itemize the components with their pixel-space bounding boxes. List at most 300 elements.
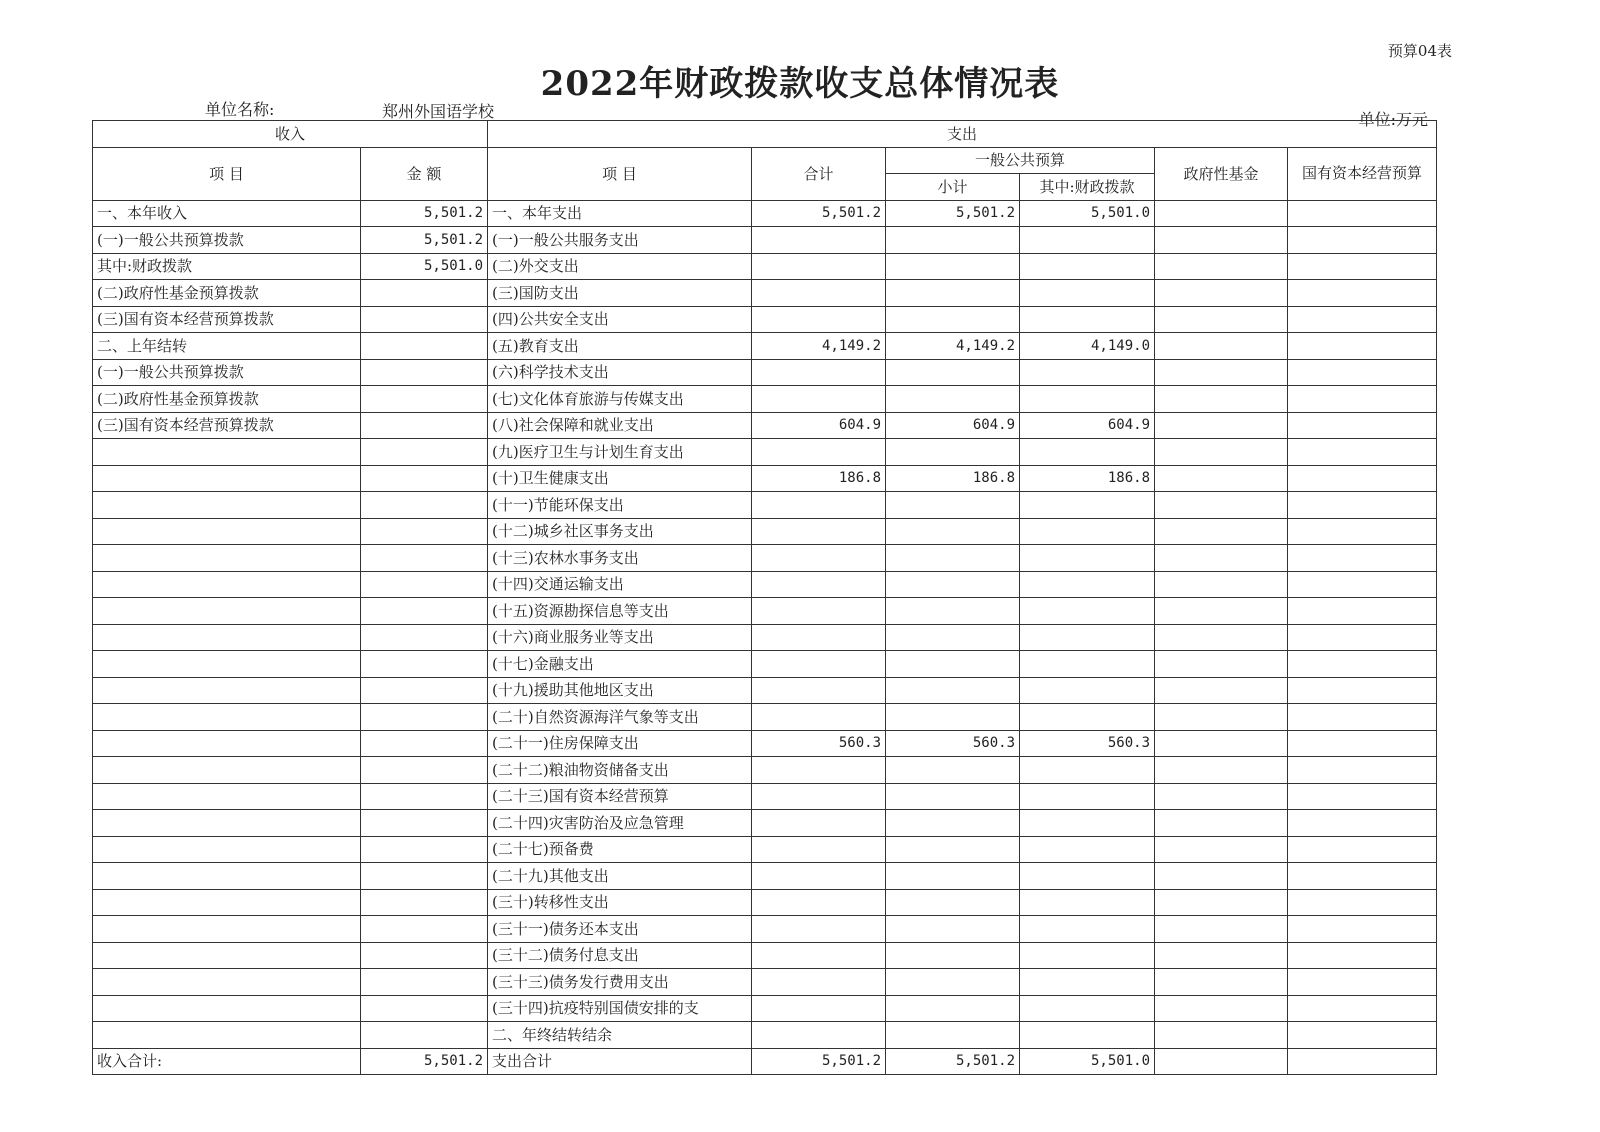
income-item-cell bbox=[93, 1022, 361, 1049]
table-row bbox=[93, 227, 1437, 254]
subtotal-cell bbox=[886, 598, 1020, 625]
income-item-cell: (三)国有资本经营预算拨款 bbox=[93, 306, 361, 333]
income-item-cell bbox=[93, 571, 361, 598]
fiscal-cell: 5,501.0 bbox=[1020, 200, 1155, 227]
table-row bbox=[93, 598, 1437, 625]
income-item-cell: (二)政府性基金预算拨款 bbox=[93, 386, 361, 413]
income-amount-cell bbox=[361, 624, 488, 651]
income-amount-cell bbox=[361, 492, 488, 519]
income-amount-cell bbox=[361, 412, 488, 439]
gov-fund-cell bbox=[1155, 465, 1288, 492]
income-amount-cell: 5,501.2 bbox=[361, 227, 488, 254]
expense-item-cell: (三十四)抗疫特别国债安排的支 bbox=[488, 995, 752, 1022]
state-capital-cell bbox=[1288, 227, 1437, 254]
gov-fund-cell bbox=[1155, 651, 1288, 678]
subtotal-cell bbox=[886, 359, 1020, 386]
state-capital-cell bbox=[1288, 730, 1437, 757]
total-header: 合计 bbox=[752, 147, 886, 200]
table-row bbox=[93, 518, 1437, 545]
total-cell: 604.9 bbox=[752, 412, 886, 439]
page-title: 2022年财政拨款收支总体情况表 bbox=[540, 64, 1060, 104]
total-cell bbox=[752, 704, 886, 731]
state-capital-cell bbox=[1288, 200, 1437, 227]
expense-item-cell: (十一)节能环保支出 bbox=[488, 492, 752, 519]
unit-label: 单位名称: bbox=[205, 100, 275, 119]
income-amount-cell bbox=[361, 306, 488, 333]
income-total-amount: 5,501.2 bbox=[361, 1048, 488, 1075]
gov-fund-cell bbox=[1155, 1022, 1288, 1049]
fiscal-cell bbox=[1020, 359, 1155, 386]
gov-fund-cell bbox=[1155, 545, 1288, 572]
income-item-cell bbox=[93, 969, 361, 996]
state-capital-cell bbox=[1288, 810, 1437, 837]
fiscal-cell bbox=[1020, 783, 1155, 810]
expense-item-cell: (二十三)国有资本经营预算 bbox=[488, 783, 752, 810]
expense-total-label: 支出合计 bbox=[488, 1048, 752, 1075]
expense-item-cell: (十四)交通运输支出 bbox=[488, 571, 752, 598]
total-cell bbox=[752, 545, 886, 572]
state-capital-cell bbox=[1288, 359, 1437, 386]
state-capital-cell bbox=[1288, 651, 1437, 678]
state-capital-cell bbox=[1288, 1022, 1437, 1049]
fiscal-cell: 604.9 bbox=[1020, 412, 1155, 439]
state-capital-cell bbox=[1288, 995, 1437, 1022]
income-amount-cell bbox=[361, 439, 488, 466]
total-sum: 5,501.2 bbox=[752, 1048, 886, 1075]
fiscal-cell bbox=[1020, 386, 1155, 413]
table-row bbox=[93, 200, 1437, 227]
income-item-cell bbox=[93, 836, 361, 863]
state-capital-cell bbox=[1288, 836, 1437, 863]
state-capital-cell bbox=[1288, 704, 1437, 731]
income-item-cell bbox=[93, 942, 361, 969]
table-row bbox=[93, 465, 1437, 492]
table-row bbox=[93, 306, 1437, 333]
expense-item-cell: (五)教育支出 bbox=[488, 333, 752, 360]
fiscal-cell bbox=[1020, 810, 1155, 837]
income-item-cell bbox=[93, 624, 361, 651]
total-cell bbox=[752, 492, 886, 519]
expense-item-cell: (二十)自然资源海洋气象等支出 bbox=[488, 704, 752, 731]
table-row bbox=[93, 492, 1437, 519]
table-row bbox=[93, 333, 1437, 360]
income-amount-cell bbox=[361, 333, 488, 360]
fiscal-cell bbox=[1020, 253, 1155, 280]
gov-fund-cell bbox=[1155, 518, 1288, 545]
total-cell: 560.3 bbox=[752, 730, 886, 757]
state-capital-cell bbox=[1288, 439, 1437, 466]
income-item-cell: (二)政府性基金预算拨款 bbox=[93, 280, 361, 307]
fiscal-cell bbox=[1020, 836, 1155, 863]
state-capital-cell bbox=[1288, 624, 1437, 651]
subtotal-cell: 4,149.2 bbox=[886, 333, 1020, 360]
fiscal-cell: 4,149.0 bbox=[1020, 333, 1155, 360]
gov-fund-cell bbox=[1155, 624, 1288, 651]
gov-fund-cell bbox=[1155, 783, 1288, 810]
total-cell bbox=[752, 836, 886, 863]
state-capital-cell bbox=[1288, 571, 1437, 598]
subtotal-sum: 5,501.2 bbox=[886, 1048, 1020, 1075]
expense-item-cell: (二十二)粮油物资储备支出 bbox=[488, 757, 752, 784]
total-cell bbox=[752, 783, 886, 810]
expense-item-cell: (九)医疗卫生与计划生育支出 bbox=[488, 439, 752, 466]
table-row bbox=[93, 624, 1437, 651]
expense-item-cell: (三)国防支出 bbox=[488, 280, 752, 307]
income-amount-cell bbox=[361, 995, 488, 1022]
gov-fund-header: 政府性基金 bbox=[1155, 147, 1288, 200]
gov-fund-cell bbox=[1155, 598, 1288, 625]
gov-fund-cell bbox=[1155, 889, 1288, 916]
table-row bbox=[93, 545, 1437, 572]
fiscal-cell: 560.3 bbox=[1020, 730, 1155, 757]
subtotal-cell bbox=[886, 969, 1020, 996]
income-item-cell bbox=[93, 704, 361, 731]
state-capital-cell bbox=[1288, 465, 1437, 492]
state-capital-cell bbox=[1288, 518, 1437, 545]
state-capital-cell bbox=[1288, 333, 1437, 360]
income-item-cell: 二、上年结转 bbox=[93, 333, 361, 360]
income-amount-cell bbox=[361, 730, 488, 757]
expense-item-cell: (十三)农林水事务支出 bbox=[488, 545, 752, 572]
income-item-cell bbox=[93, 651, 361, 678]
expense-item-cell: (二十七)预备费 bbox=[488, 836, 752, 863]
gov-fund-cell bbox=[1155, 836, 1288, 863]
fiscal-cell bbox=[1020, 916, 1155, 943]
income-amount-cell bbox=[361, 571, 488, 598]
table-row bbox=[93, 571, 1437, 598]
income-amount-cell bbox=[361, 836, 488, 863]
totals-row bbox=[93, 1048, 1437, 1075]
income-amount-cell bbox=[361, 1022, 488, 1049]
fiscal-cell bbox=[1020, 439, 1155, 466]
fiscal-cell bbox=[1020, 969, 1155, 996]
total-cell bbox=[752, 651, 886, 678]
income-amount-cell bbox=[361, 757, 488, 784]
state-capital-cell bbox=[1288, 306, 1437, 333]
income-amount-cell bbox=[361, 704, 488, 731]
total-cell bbox=[752, 253, 886, 280]
total-cell bbox=[752, 306, 886, 333]
state-capital-cell bbox=[1288, 545, 1437, 572]
expense-item-cell: (三十)转移性支出 bbox=[488, 889, 752, 916]
income-item-cell bbox=[93, 439, 361, 466]
gov-fund-cell bbox=[1155, 280, 1288, 307]
fiscal-cell bbox=[1020, 571, 1155, 598]
gov-fund-cell bbox=[1155, 704, 1288, 731]
income-amount-cell bbox=[361, 598, 488, 625]
table-row bbox=[93, 783, 1437, 810]
total-cell bbox=[752, 624, 886, 651]
fiscal-cell bbox=[1020, 545, 1155, 572]
fiscal-cell bbox=[1020, 704, 1155, 731]
fiscal-cell bbox=[1020, 995, 1155, 1022]
income-item-cell bbox=[93, 889, 361, 916]
income-header: 收入 bbox=[93, 121, 488, 148]
income-item-cell bbox=[93, 783, 361, 810]
total-cell bbox=[752, 863, 886, 890]
subtotal-cell bbox=[886, 518, 1020, 545]
income-item-cell bbox=[93, 492, 361, 519]
total-cell bbox=[752, 995, 886, 1022]
expense-item-cell: (二十一)住房保障支出 bbox=[488, 730, 752, 757]
total-cell bbox=[752, 757, 886, 784]
gov-fund-cell bbox=[1155, 200, 1288, 227]
expense-item-cell: (十七)金融支出 bbox=[488, 651, 752, 678]
currency-unit: 单位:万元 bbox=[1358, 110, 1428, 129]
gov-fund-cell bbox=[1155, 863, 1288, 890]
subtotal-cell: 604.9 bbox=[886, 412, 1020, 439]
subtotal-cell bbox=[886, 439, 1020, 466]
total-cell bbox=[752, 571, 886, 598]
table-row bbox=[93, 995, 1437, 1022]
table-row bbox=[93, 889, 1437, 916]
table-row bbox=[93, 730, 1437, 757]
state-capital-cell bbox=[1288, 889, 1437, 916]
total-cell bbox=[752, 677, 886, 704]
fiscal-header: 其中:财政拨款 bbox=[1020, 174, 1155, 201]
table-row bbox=[93, 280, 1437, 307]
fiscal-cell bbox=[1020, 889, 1155, 916]
expense-item-cell: (七)文化体育旅游与传媒支出 bbox=[488, 386, 752, 413]
expense-item-cell: (十六)商业服务业等支出 bbox=[488, 624, 752, 651]
expense-item-cell: (二十九)其他支出 bbox=[488, 863, 752, 890]
total-cell bbox=[752, 889, 886, 916]
state-capital-cell bbox=[1288, 412, 1437, 439]
state-capital-cell bbox=[1288, 280, 1437, 307]
table-row bbox=[93, 942, 1437, 969]
table-row bbox=[93, 916, 1437, 943]
state-capital-cell bbox=[1288, 916, 1437, 943]
income-amount-cell bbox=[361, 810, 488, 837]
state-capital-cell bbox=[1288, 492, 1437, 519]
state-capital-cell bbox=[1288, 757, 1437, 784]
expense-item-cell: 二、年终结转结余 bbox=[488, 1022, 752, 1049]
fiscal-cell bbox=[1020, 598, 1155, 625]
income-item-cell: (一)一般公共预算拨款 bbox=[93, 227, 361, 254]
income-amount-cell bbox=[361, 651, 488, 678]
income-item-cell: (一)一般公共预算拨款 bbox=[93, 359, 361, 386]
gov-fund-cell bbox=[1155, 810, 1288, 837]
expense-item-cell: (三十一)债务还本支出 bbox=[488, 916, 752, 943]
total-cell bbox=[752, 598, 886, 625]
income-item-cell: 一、本年收入 bbox=[93, 200, 361, 227]
income-amount-cell bbox=[361, 359, 488, 386]
income-item-cell bbox=[93, 677, 361, 704]
fiscal-cell bbox=[1020, 518, 1155, 545]
gov-fund-cell bbox=[1155, 492, 1288, 519]
expense-item-cell: (二十四)灾害防治及应急管理 bbox=[488, 810, 752, 837]
subtotal-cell bbox=[886, 995, 1020, 1022]
subtotal-cell bbox=[886, 942, 1020, 969]
expense-item-cell: (十二)城乡社区事务支出 bbox=[488, 518, 752, 545]
table-row bbox=[93, 439, 1437, 466]
gov-fund-cell bbox=[1155, 730, 1288, 757]
subtotal-cell bbox=[886, 492, 1020, 519]
table-row bbox=[93, 757, 1437, 784]
total-cell: 5,501.2 bbox=[752, 200, 886, 227]
general-budget-header: 一般公共预算 bbox=[886, 147, 1155, 174]
subtotal-cell bbox=[886, 889, 1020, 916]
income-amount-cell bbox=[361, 386, 488, 413]
subtotal-cell bbox=[886, 836, 1020, 863]
fiscal-cell: 186.8 bbox=[1020, 465, 1155, 492]
income-amount-cell: 5,501.2 bbox=[361, 200, 488, 227]
fiscal-cell bbox=[1020, 1022, 1155, 1049]
expense-item-cell: 一、本年支出 bbox=[488, 200, 752, 227]
total-cell bbox=[752, 227, 886, 254]
income-item-cell bbox=[93, 757, 361, 784]
subtotal-cell bbox=[886, 306, 1020, 333]
income-amount-cell bbox=[361, 863, 488, 890]
gov-fund-cell bbox=[1155, 995, 1288, 1022]
income-amount-cell bbox=[361, 465, 488, 492]
expense-item-cell: (四)公共安全支出 bbox=[488, 306, 752, 333]
unit-name: 郑州外国语学校 bbox=[382, 102, 495, 121]
fiscal-cell bbox=[1020, 677, 1155, 704]
gov-fund-cell bbox=[1155, 969, 1288, 996]
expense-item-cell: (十)卫生健康支出 bbox=[488, 465, 752, 492]
fiscal-cell bbox=[1020, 492, 1155, 519]
expense-item-cell: (一)一般公共服务支出 bbox=[488, 227, 752, 254]
total-cell bbox=[752, 916, 886, 943]
subtotal-cell bbox=[886, 545, 1020, 572]
state-capital-header: 国有资本经营预算 bbox=[1288, 147, 1437, 200]
income-item-cell bbox=[93, 810, 361, 837]
total-cell: 186.8 bbox=[752, 465, 886, 492]
income-item-cell: (三)国有资本经营预算拨款 bbox=[93, 412, 361, 439]
subtotal-cell bbox=[886, 651, 1020, 678]
subtotal-cell bbox=[886, 863, 1020, 890]
income-item-cell bbox=[93, 598, 361, 625]
gov-fund-cell bbox=[1155, 359, 1288, 386]
income-item-header: 项 目 bbox=[93, 147, 361, 200]
fiscal-cell bbox=[1020, 280, 1155, 307]
subtotal-cell bbox=[886, 783, 1020, 810]
subtotal-cell bbox=[886, 916, 1020, 943]
fiscal-cell bbox=[1020, 757, 1155, 784]
table-row bbox=[93, 969, 1437, 996]
state-capital-cell bbox=[1288, 863, 1437, 890]
total-cell bbox=[752, 810, 886, 837]
income-item-cell bbox=[93, 465, 361, 492]
state-capital-cell bbox=[1288, 942, 1437, 969]
table-row bbox=[93, 704, 1437, 731]
table-row bbox=[93, 651, 1437, 678]
expense-item-cell: (二)外交支出 bbox=[488, 253, 752, 280]
expense-item-cell: (十九)援助其他地区支出 bbox=[488, 677, 752, 704]
total-cell bbox=[752, 518, 886, 545]
budget-table bbox=[92, 120, 1437, 1075]
subtotal-cell bbox=[886, 810, 1020, 837]
income-item-cell bbox=[93, 863, 361, 890]
income-amount-cell bbox=[361, 969, 488, 996]
table-row bbox=[93, 1022, 1437, 1049]
gov-fund-cell bbox=[1155, 916, 1288, 943]
table-row bbox=[93, 253, 1437, 280]
table-row bbox=[93, 412, 1437, 439]
income-amount-cell bbox=[361, 677, 488, 704]
subtotal-cell bbox=[886, 1022, 1020, 1049]
subtotal-cell bbox=[886, 704, 1020, 731]
subtotal-cell bbox=[886, 624, 1020, 651]
gov-fund-cell bbox=[1155, 227, 1288, 254]
fiscal-cell bbox=[1020, 227, 1155, 254]
expense-header: 支出 bbox=[488, 121, 1437, 148]
income-item-cell bbox=[93, 730, 361, 757]
gov-fund-cell bbox=[1155, 412, 1288, 439]
subtotal-cell: 5,501.2 bbox=[886, 200, 1020, 227]
fiscal-cell bbox=[1020, 306, 1155, 333]
subtotal-cell: 186.8 bbox=[886, 465, 1020, 492]
fiscal-sum: 5,501.0 bbox=[1020, 1048, 1155, 1075]
total-cell bbox=[752, 386, 886, 413]
state-capital-cell bbox=[1288, 783, 1437, 810]
income-item-cell bbox=[93, 995, 361, 1022]
total-cell bbox=[752, 942, 886, 969]
income-total-label: 收入合计: bbox=[93, 1048, 361, 1075]
fiscal-cell bbox=[1020, 651, 1155, 678]
income-amount-cell bbox=[361, 518, 488, 545]
gov-fund-cell bbox=[1155, 757, 1288, 784]
table-row bbox=[93, 810, 1437, 837]
total-cell bbox=[752, 280, 886, 307]
subtotal-cell bbox=[886, 757, 1020, 784]
income-amount-cell bbox=[361, 545, 488, 572]
state-capital-cell bbox=[1288, 598, 1437, 625]
table-row bbox=[93, 863, 1437, 890]
subtotal-cell bbox=[886, 571, 1020, 598]
table-row bbox=[93, 677, 1437, 704]
subtotal-cell bbox=[886, 227, 1020, 254]
fiscal-cell bbox=[1020, 942, 1155, 969]
table-row bbox=[93, 386, 1437, 413]
subtotal-header: 小计 bbox=[886, 174, 1020, 201]
table-row bbox=[93, 836, 1437, 863]
expense-item-cell: (三十二)债务付息支出 bbox=[488, 942, 752, 969]
subtotal-cell bbox=[886, 386, 1020, 413]
income-amount-cell bbox=[361, 942, 488, 969]
subtotal-cell bbox=[886, 280, 1020, 307]
gov-fund-cell bbox=[1155, 333, 1288, 360]
expense-item-cell: (三十三)债务发行费用支出 bbox=[488, 969, 752, 996]
subtotal-cell bbox=[886, 253, 1020, 280]
total-cell bbox=[752, 969, 886, 996]
state-capital-sum bbox=[1288, 1048, 1437, 1075]
income-item-cell: 其中:财政拨款 bbox=[93, 253, 361, 280]
fiscal-cell bbox=[1020, 624, 1155, 651]
state-capital-cell bbox=[1288, 253, 1437, 280]
income-amount-cell bbox=[361, 916, 488, 943]
total-cell: 4,149.2 bbox=[752, 333, 886, 360]
state-capital-cell bbox=[1288, 969, 1437, 996]
state-capital-cell bbox=[1288, 677, 1437, 704]
total-cell bbox=[752, 439, 886, 466]
income-amount-cell bbox=[361, 889, 488, 916]
income-item-cell bbox=[93, 545, 361, 572]
total-cell bbox=[752, 359, 886, 386]
gov-fund-cell bbox=[1155, 942, 1288, 969]
subtotal-cell: 560.3 bbox=[886, 730, 1020, 757]
expense-item-cell: (六)科学技术支出 bbox=[488, 359, 752, 386]
expense-item-header: 项 目 bbox=[488, 147, 752, 200]
fiscal-cell bbox=[1020, 863, 1155, 890]
gov-fund-cell bbox=[1155, 253, 1288, 280]
income-amount-cell bbox=[361, 280, 488, 307]
gov-fund-sum bbox=[1155, 1048, 1288, 1075]
income-item-cell bbox=[93, 518, 361, 545]
gov-fund-cell bbox=[1155, 677, 1288, 704]
total-cell bbox=[752, 1022, 886, 1049]
